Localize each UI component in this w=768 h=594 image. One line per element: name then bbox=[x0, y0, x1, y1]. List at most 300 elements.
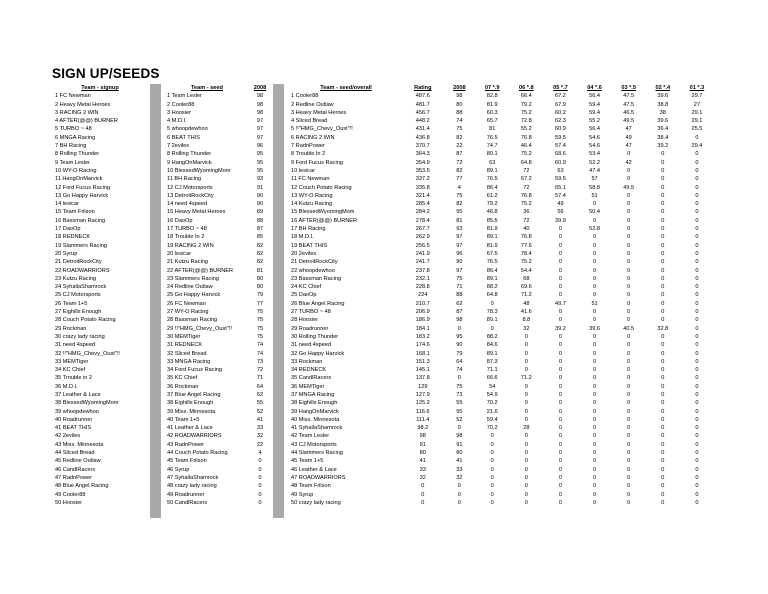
value-cell: 74 bbox=[456, 118, 463, 125]
value-cell: 71 bbox=[456, 284, 463, 291]
value-cell: 39.2 bbox=[555, 325, 566, 332]
value-cell: 0 bbox=[695, 284, 699, 291]
value-cell: 80.1 bbox=[486, 317, 498, 324]
value-cell: 0 bbox=[695, 317, 699, 324]
table-row bbox=[166, 408, 272, 416]
table-row bbox=[54, 491, 146, 499]
value-cell: 0 bbox=[661, 483, 665, 490]
value-cell: 22 bbox=[256, 441, 264, 448]
value-cell: 52 bbox=[456, 416, 463, 423]
value-cell: 0 bbox=[490, 450, 494, 457]
value-cell: 0 bbox=[695, 458, 699, 465]
table-row bbox=[290, 441, 714, 449]
value-cell: 0 bbox=[592, 234, 597, 241]
table-row bbox=[54, 399, 146, 407]
value-cell: 0 bbox=[695, 358, 699, 365]
value-cell: 0 bbox=[558, 483, 562, 490]
team-cell: 18 Trouble In 2 bbox=[167, 234, 205, 241]
value-cell: 75 bbox=[256, 333, 264, 340]
table-row bbox=[290, 275, 714, 283]
value-cell: 0 bbox=[695, 259, 699, 266]
team-cell: 15 Team Frilson bbox=[55, 209, 95, 216]
value-cell: 0 bbox=[695, 176, 699, 183]
value-cell: 0 bbox=[695, 499, 699, 506]
team-cell: 5 TURBO ~ 48 bbox=[55, 126, 92, 133]
value-cell: 0 bbox=[524, 441, 528, 448]
value-cell: 0 bbox=[695, 209, 699, 216]
team-cell: 9 Ford Fucus Racing bbox=[291, 159, 343, 166]
value-cell: 0 bbox=[661, 458, 665, 465]
value-cell: 51 bbox=[591, 300, 598, 307]
team-cell: 12 CJ Motorsports bbox=[167, 184, 213, 191]
value-cell: 337.2 bbox=[415, 176, 430, 183]
team-cell: 6 RACING 2 WIN bbox=[291, 134, 335, 141]
value-cell: 0 bbox=[661, 284, 665, 291]
table-row bbox=[166, 217, 272, 225]
value-cell: 49.5 bbox=[623, 118, 635, 125]
value-cell: 77 bbox=[256, 300, 264, 307]
value-cell: 89.1 bbox=[486, 234, 498, 241]
table-row bbox=[166, 391, 272, 399]
table-row bbox=[54, 474, 146, 482]
value-cell: 52 bbox=[256, 408, 264, 415]
table-row bbox=[290, 184, 714, 192]
value-cell: 52.8 bbox=[589, 226, 600, 233]
value-cell: 0 bbox=[558, 350, 562, 357]
value-cell: 0 bbox=[695, 400, 699, 407]
value-cell: 0 bbox=[627, 483, 631, 490]
value-cell: 82 bbox=[256, 259, 264, 266]
value-cell: 168.1 bbox=[415, 350, 430, 357]
team-cell: 47 ROADWARRIORS bbox=[291, 474, 346, 481]
table-row bbox=[290, 258, 714, 266]
value-cell: 47.4 bbox=[589, 167, 600, 174]
value-cell: 91 bbox=[456, 441, 463, 448]
value-cell: 56 bbox=[557, 209, 564, 216]
table-row bbox=[290, 291, 714, 299]
value-cell: 61.2 bbox=[486, 192, 498, 199]
value-cell: 0 bbox=[592, 425, 597, 432]
value-cell: 80 bbox=[419, 450, 426, 457]
value-cell: 0 bbox=[661, 491, 665, 498]
team-cell: 10 lesicar bbox=[291, 167, 315, 174]
team-cell: 5 whoopdewhoo bbox=[167, 126, 208, 133]
team-cell: 26 Blue Angel Racing bbox=[291, 300, 345, 307]
value-cell: 0 bbox=[695, 242, 699, 249]
team-cell: 23 Bassman Racing bbox=[291, 275, 342, 282]
value-cell: 206.9 bbox=[415, 309, 430, 316]
value-cell: 40.5 bbox=[623, 325, 635, 332]
table-row bbox=[54, 233, 146, 241]
team-cell: 32 Sliced Bread bbox=[167, 350, 207, 357]
value-cell: 97 bbox=[456, 242, 463, 249]
value-cell: 95 bbox=[456, 408, 463, 415]
value-cell: 0 bbox=[627, 333, 631, 340]
value-cell: 0 bbox=[524, 408, 528, 415]
table-row bbox=[166, 184, 272, 192]
value-cell: 0 bbox=[490, 325, 494, 332]
value-cell: 0 bbox=[627, 408, 631, 415]
value-cell: 0 bbox=[592, 375, 597, 382]
value-cell: 0 bbox=[695, 192, 699, 199]
value-cell: 41 bbox=[419, 458, 426, 465]
value-cell: 0 bbox=[627, 358, 631, 365]
value-cell: 0 bbox=[695, 167, 699, 174]
value-cell: 32.8 bbox=[657, 325, 669, 332]
value-cell: 0 bbox=[558, 474, 562, 481]
value-cell: 0 bbox=[258, 491, 262, 498]
value-cell: 51 bbox=[591, 192, 598, 199]
team-cell: 8 Rolling Thunder bbox=[55, 151, 100, 158]
header-row bbox=[290, 84, 714, 92]
value-cell: 0 bbox=[524, 333, 528, 340]
value-cell: 0 bbox=[457, 425, 461, 432]
team-cell: 16 AFTER(@@) BURNER bbox=[291, 217, 358, 224]
value-cell: 0 bbox=[627, 433, 631, 440]
value-cell: 0 bbox=[524, 358, 528, 365]
table-row bbox=[54, 250, 146, 258]
value-cell: 72 bbox=[456, 159, 463, 166]
value-cell: 75 bbox=[256, 309, 264, 316]
header-row bbox=[166, 84, 272, 92]
value-cell: 0 bbox=[592, 491, 597, 498]
team-cell: 20 2eviles bbox=[291, 250, 317, 257]
team-cell: 12 Couch Potato Racing bbox=[291, 184, 352, 191]
table-row bbox=[166, 499, 272, 507]
value-cell: 0 bbox=[524, 474, 528, 481]
table-row bbox=[54, 325, 146, 333]
value-cell: 81 bbox=[489, 126, 496, 133]
table-row bbox=[54, 333, 146, 341]
value-cell: 0 bbox=[592, 483, 597, 490]
column-header: Rating bbox=[414, 85, 432, 91]
team-cell: 31 need 4speed bbox=[291, 342, 332, 349]
value-cell: 63 bbox=[489, 159, 496, 166]
value-cell: 0 bbox=[558, 226, 562, 233]
value-cell: 87 bbox=[256, 226, 264, 233]
team-cell: 50 CandlRacers bbox=[167, 499, 208, 506]
table-row bbox=[54, 167, 146, 175]
value-cell: 54.6 bbox=[589, 143, 600, 150]
team-cell: 17 TURBO ~ 48 bbox=[167, 226, 207, 233]
team-cell: 44 Sliced Bread bbox=[55, 450, 95, 457]
value-cell: 0 bbox=[661, 184, 665, 191]
value-cell: 0 bbox=[695, 433, 699, 440]
team-cell: 28 Hoosier bbox=[291, 317, 319, 324]
value-cell: 0 bbox=[524, 342, 528, 349]
value-cell: 0 bbox=[558, 433, 562, 440]
table-row bbox=[166, 350, 272, 358]
team-cell: 5 !!"HMG_Chevy_Oust"!! bbox=[291, 126, 353, 133]
value-cell: 0 bbox=[695, 483, 699, 490]
table-row bbox=[290, 308, 714, 316]
value-cell: 0 bbox=[558, 342, 562, 349]
value-cell: 49.7 bbox=[555, 300, 566, 307]
team-cell: 7 2eviles bbox=[167, 143, 190, 150]
value-cell: 0 bbox=[695, 226, 699, 233]
value-cell: 0 bbox=[627, 425, 631, 432]
value-cell: 0 bbox=[592, 433, 597, 440]
table-row bbox=[290, 175, 714, 183]
table-row bbox=[290, 250, 714, 258]
team-cell: 21 Kutzu Racing bbox=[167, 259, 209, 266]
team-cell: 50 Hoosier bbox=[55, 499, 83, 506]
table-row bbox=[166, 101, 272, 109]
value-cell: 32 bbox=[256, 433, 264, 440]
table-row bbox=[166, 258, 272, 266]
table-row bbox=[290, 233, 714, 241]
team-cell: 34 KC Chief bbox=[55, 367, 86, 374]
team-cell: 34 REDNECK bbox=[291, 367, 327, 374]
value-cell: 39.2 bbox=[657, 143, 669, 150]
team-cell: 27 WY-O Racing bbox=[167, 309, 209, 316]
value-cell: 0 bbox=[627, 400, 631, 407]
value-cell: 96 bbox=[256, 143, 264, 150]
value-cell: 81 bbox=[256, 267, 264, 274]
value-cell: 36 bbox=[523, 209, 530, 216]
value-cell: 0 bbox=[421, 491, 425, 498]
table-row bbox=[54, 466, 146, 474]
team-cell: 44 Couch Potato Racing bbox=[167, 450, 228, 457]
value-cell: 0 bbox=[592, 292, 597, 299]
team-cell: 8 Rolling Thunder bbox=[167, 151, 212, 158]
value-cell: 0 bbox=[592, 259, 597, 266]
value-cell: 0 bbox=[592, 201, 597, 208]
team-cell: 4 Sliced Bread bbox=[291, 118, 328, 125]
value-cell: 0 bbox=[627, 499, 631, 506]
value-cell: 0 bbox=[524, 450, 528, 457]
value-cell: 0 bbox=[558, 250, 562, 257]
value-cell: 49 bbox=[557, 201, 564, 208]
team-cell: 14 lesicar bbox=[55, 201, 79, 208]
value-cell: 0 bbox=[558, 358, 562, 365]
table-row bbox=[166, 250, 272, 258]
team-cell: 9 HangOnMarvick bbox=[167, 159, 212, 166]
value-cell: 228.8 bbox=[415, 284, 430, 291]
value-cell: 81 bbox=[456, 217, 463, 224]
table-row bbox=[166, 466, 272, 474]
value-cell: 0 bbox=[558, 375, 562, 382]
table-row bbox=[54, 374, 146, 382]
value-cell: 70.2 bbox=[486, 425, 498, 432]
value-cell: 64 bbox=[456, 358, 463, 365]
value-cell: 0 bbox=[627, 342, 631, 349]
value-cell: 0 bbox=[661, 300, 665, 307]
value-cell: 0 bbox=[558, 242, 562, 249]
value-cell: 82 bbox=[456, 167, 463, 174]
table-row bbox=[54, 109, 146, 117]
value-cell: 0 bbox=[627, 441, 631, 448]
value-cell: 62 bbox=[256, 391, 264, 398]
team-cell: 10 WY-O Racing bbox=[55, 167, 97, 174]
value-cell: 55.2 bbox=[589, 118, 600, 125]
value-cell: 0 bbox=[661, 209, 665, 216]
value-cell: 0 bbox=[695, 325, 699, 332]
team-cell: 15 BlessedWyomingMom bbox=[291, 209, 355, 216]
team-cell: 18 M.D.I. bbox=[291, 234, 314, 241]
value-cell: 0 bbox=[661, 367, 665, 374]
value-cell: 0 bbox=[592, 391, 597, 398]
table-row bbox=[290, 391, 714, 399]
value-cell: 79 bbox=[456, 350, 463, 357]
value-cell: 70.2 bbox=[486, 400, 498, 407]
team-cell: 23 Kutzu Racing bbox=[55, 275, 97, 282]
value-cell: 33 bbox=[419, 466, 426, 473]
table-row bbox=[290, 134, 714, 142]
team-cell: 28 Couch Potato Racing bbox=[55, 317, 116, 324]
value-cell: 0 bbox=[661, 466, 665, 473]
column-header: 2008 bbox=[253, 85, 267, 91]
value-cell: 52.2 bbox=[589, 159, 600, 166]
value-cell: 47.5 bbox=[623, 93, 635, 100]
table-row bbox=[166, 109, 272, 117]
value-cell: 25.5 bbox=[691, 126, 703, 133]
value-cell: 364.3 bbox=[415, 151, 430, 158]
team-cell: 24 SyhallaShamrock bbox=[55, 284, 107, 291]
table-row bbox=[290, 267, 714, 275]
value-cell: 57 bbox=[591, 176, 598, 183]
table-row bbox=[166, 275, 272, 283]
value-cell: 62 bbox=[456, 300, 463, 307]
value-cell: 47 bbox=[625, 143, 632, 150]
table-row bbox=[54, 424, 146, 432]
value-cell: 0 bbox=[592, 267, 597, 274]
column-header: 02 *.4 bbox=[655, 85, 671, 91]
team-cell: 33 Rockman bbox=[291, 358, 323, 365]
table-row bbox=[166, 225, 272, 233]
table-row bbox=[54, 499, 146, 507]
table-row bbox=[290, 499, 714, 507]
value-cell: 91 bbox=[419, 441, 426, 448]
value-cell: 0 bbox=[627, 151, 631, 158]
team-cell: 42 Team Lesler bbox=[291, 433, 330, 440]
value-cell: 74 bbox=[256, 350, 264, 357]
value-cell: 0 bbox=[524, 416, 528, 423]
value-cell: 0 bbox=[661, 259, 665, 266]
page-title: SIGN UP/SEEDS bbox=[52, 66, 160, 81]
value-cell: 75 bbox=[256, 325, 264, 332]
value-cell: 0 bbox=[627, 275, 631, 282]
team-cell: 13 DetroitRockCity bbox=[167, 192, 214, 199]
team-cell: 16 Bassman Racing bbox=[55, 217, 106, 224]
table-row bbox=[54, 383, 146, 391]
value-cell: 95 bbox=[256, 151, 264, 158]
value-cell: 0 bbox=[661, 400, 665, 407]
value-cell: 0 bbox=[490, 300, 494, 307]
team-cell: 27 TURBO ~ 48 bbox=[291, 309, 331, 316]
value-cell: 75 bbox=[456, 126, 463, 133]
value-cell: 0 bbox=[627, 383, 631, 390]
value-cell: 33 bbox=[456, 466, 463, 473]
value-cell: 0 bbox=[627, 192, 631, 199]
value-cell: 278.4 bbox=[415, 217, 430, 224]
table-row bbox=[54, 275, 146, 283]
team-cell: 22 AFTER(@@) BURNER bbox=[167, 267, 234, 274]
table-row bbox=[54, 283, 146, 291]
value-cell: 27 bbox=[693, 101, 701, 108]
value-cell: 90 bbox=[256, 192, 264, 199]
value-cell: 0 bbox=[592, 441, 597, 448]
table-row bbox=[166, 134, 272, 142]
team-cell: 3 Heavy Metal Heroes bbox=[291, 109, 347, 116]
value-cell: 66.4 bbox=[520, 93, 532, 100]
value-cell: 0 bbox=[695, 474, 699, 481]
value-cell: 22 bbox=[456, 143, 463, 150]
value-cell: 0 bbox=[695, 250, 699, 257]
value-cell: 47.5 bbox=[623, 101, 635, 108]
value-cell: 39.6 bbox=[589, 325, 600, 332]
value-cell: 0 bbox=[627, 300, 631, 307]
table-row bbox=[166, 416, 272, 424]
value-cell: 0 bbox=[558, 284, 562, 291]
value-cell: 98.2 bbox=[417, 425, 429, 432]
value-cell: 0 bbox=[558, 499, 562, 506]
value-cell: 0 bbox=[558, 309, 562, 316]
value-cell: 210.7 bbox=[415, 300, 430, 307]
team-cell: 14 need 4speed bbox=[167, 201, 208, 208]
table-row bbox=[166, 159, 272, 167]
value-cell: 0 bbox=[661, 192, 665, 199]
table-row bbox=[290, 466, 714, 474]
value-cell: 79 bbox=[256, 292, 264, 299]
value-cell: 0 bbox=[627, 209, 631, 216]
value-cell: 67.5 bbox=[486, 250, 498, 257]
table-row bbox=[290, 449, 714, 457]
table-row bbox=[54, 92, 146, 100]
team-cell: 27 Eighills Enough bbox=[55, 309, 102, 316]
value-cell: 0 bbox=[661, 217, 665, 224]
value-cell: 0 bbox=[457, 499, 461, 506]
team-cell: 2 Heavy Metal Heroes bbox=[55, 101, 111, 108]
table-row bbox=[54, 408, 146, 416]
value-cell: 0 bbox=[558, 466, 562, 473]
value-cell: 67.9 bbox=[555, 101, 566, 108]
value-cell: 0 bbox=[695, 159, 699, 166]
value-cell: 90 bbox=[456, 342, 463, 349]
column-header: 01 *.3 bbox=[689, 85, 705, 91]
table-row bbox=[166, 242, 272, 250]
value-cell: 0 bbox=[695, 234, 699, 241]
value-cell: 184.1 bbox=[415, 325, 430, 332]
value-cell: 86.4 bbox=[486, 267, 498, 274]
value-cell: 55 bbox=[456, 400, 463, 407]
team-cell: 39 Miss. Minnesota bbox=[167, 408, 216, 415]
team-cell: 49 Roadrunner bbox=[167, 491, 205, 498]
table-row bbox=[290, 316, 714, 324]
value-cell: 0 bbox=[258, 466, 262, 473]
table-row bbox=[290, 333, 714, 341]
table-row bbox=[166, 449, 272, 457]
table-row bbox=[54, 341, 146, 349]
value-cell: 232.1 bbox=[415, 275, 430, 282]
table-row bbox=[166, 333, 272, 341]
team-cell: 1 FC Newman bbox=[55, 93, 91, 100]
table-row bbox=[54, 242, 146, 250]
column-header: 2008 bbox=[453, 85, 466, 91]
value-cell: 0 bbox=[661, 333, 665, 340]
value-cell: 0 bbox=[627, 217, 631, 224]
team-cell: 9 Team Lesler bbox=[55, 159, 91, 166]
team-cell: 11 FC Newman bbox=[291, 176, 330, 183]
table-row bbox=[290, 167, 714, 175]
value-cell: 76.8 bbox=[520, 192, 532, 199]
value-cell: 98 bbox=[456, 433, 463, 440]
table-row bbox=[290, 117, 714, 125]
team-cell: 3 RACING 2 WIN bbox=[55, 109, 99, 116]
value-cell: 0 bbox=[258, 483, 262, 490]
value-cell: 77.6 bbox=[520, 242, 532, 249]
value-cell: 0 bbox=[592, 309, 597, 316]
